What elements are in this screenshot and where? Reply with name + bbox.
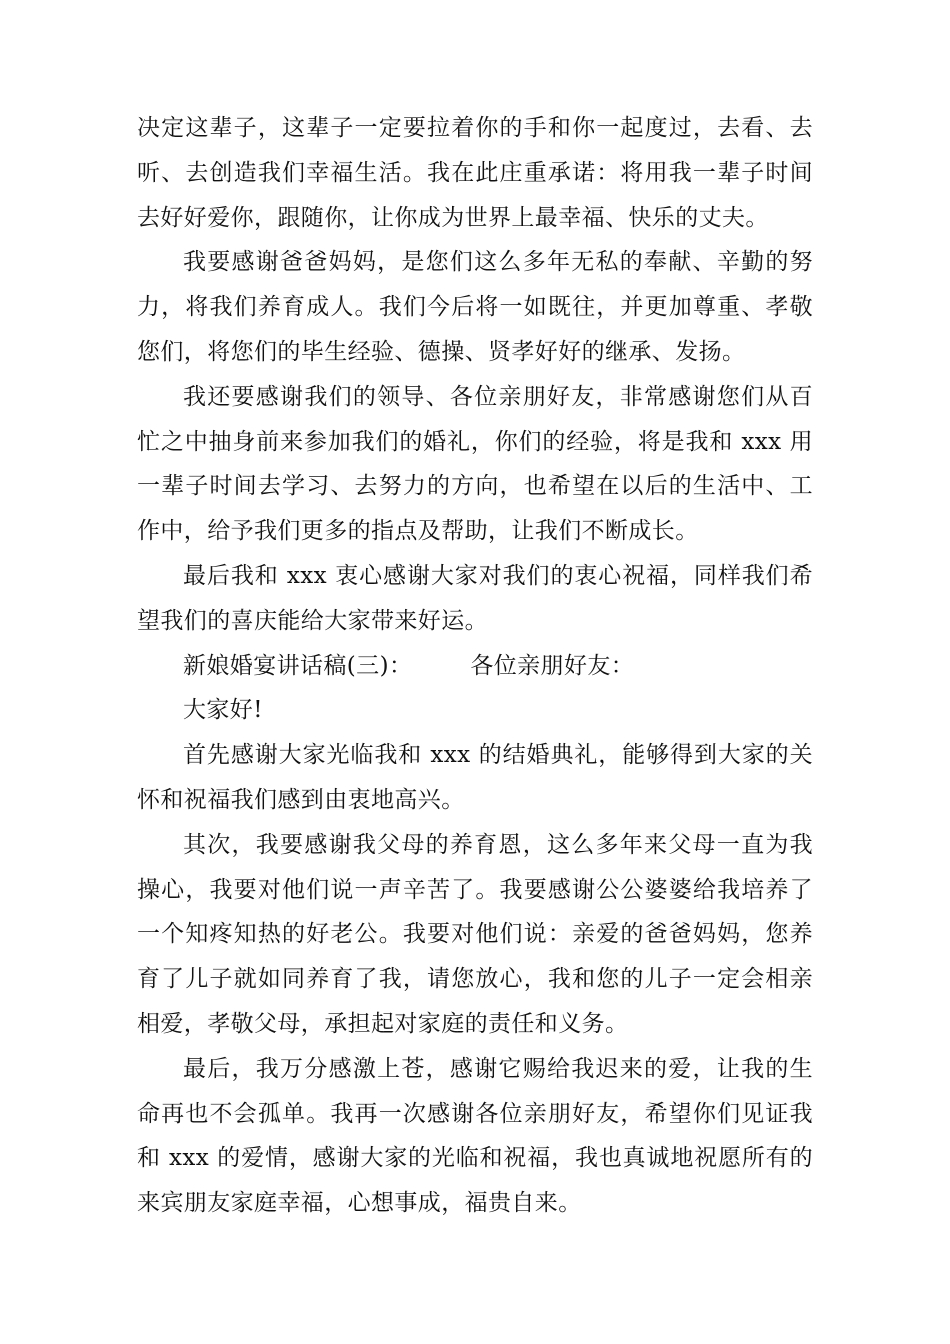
document-body bbox=[137, 106, 813, 1226]
paragraph-second-thanks: 其次，我要感谢我父母的养育恩，这么多年来父母一直为我操心，我要对他们说一声辛苦了。我要感谢公公婆婆给我培养了一个知疼知热的好老公。我要对他们说：亲爱的爸爸妈妈，您养育了儿子就如同养育了我，请您放心，我和您的儿子一定会相亲相爱，孝敬父母，承担起对家庭的责任和义务。 bbox=[137, 831, 813, 1037]
heading-line bbox=[137, 644, 813, 689]
paragraph-thanks-guests: 我还要感谢我们的领导、各位亲朋好友，非常感谢您们从百忙之中抽身前来参加我们的婚礼，你们的经验，将是我和 xxx 用一辈子时间去学习、去努力的方向，也希望在以后的生活中、工作中，给予我们更多的指点及帮助，让我们不断成长。 bbox=[137, 383, 813, 545]
paragraph-vow: 决定这辈子，这辈子一定要拉着你的手和你一起度过，去看、去听、去创造我们幸福生活。我在此庄重承诺：将用我一辈子时间去好好爱你，跟随你，让你成为世界上最幸福、快乐的丈夫。 bbox=[137, 115, 813, 231]
paragraph-closing-wishes: 最后我和 xxx 衷心感谢大家对我们的衷心祝福，同样我们希望我们的喜庆能给大家带来好运。 bbox=[137, 562, 813, 634]
paragraph-first-thanks: 首先感谢大家光临我和 xxx 的结婚典礼，能够得到大家的关怀和祝福我们感到由衷地高兴。 bbox=[137, 742, 813, 813]
paragraph-greeting: 大家好! bbox=[183, 697, 263, 724]
section-title: 新娘婚宴讲话稿(三)： bbox=[183, 652, 413, 679]
paragraph-thanks-parents: 我要感谢爸爸妈妈，是您们这么多年无私的奉献、辛勤的努力，将我们养育成人。我们今后将一如既往，并更加尊重、孝敬您们，将您们的毕生经验、德操、贤孝好好的继承、发扬。 bbox=[137, 249, 813, 365]
paragraph-final-thanks: 最后，我万分感激上苍，感谢它赐给我迟来的爱，让我的生命再也不会孤单。我再一次感谢各位亲朋好友，希望你们见证我和 xxx 的爱情，感谢大家的光临和祝福，我也真诚地祝愿所有的来宾朋友家庭幸福，心想事成，福贵自来。 bbox=[137, 1055, 813, 1217]
salutation: 各位亲朋好友： bbox=[470, 652, 635, 679]
